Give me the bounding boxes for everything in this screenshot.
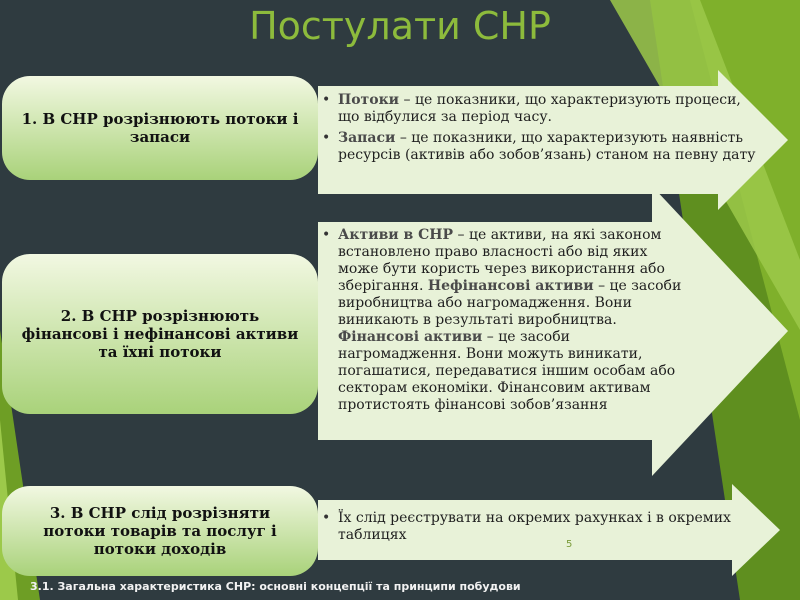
definition-flows: – це показники, що характеризують процеси, що відбулися за період часу. [338,92,741,125]
term-nonfinancial-assets: Нефінансові активи [427,278,594,294]
list-item [318,130,760,164]
row3-heading [2,486,318,576]
footer-caption: 3.1. Загальна характеристика СНР: основні концепції та принципи побудови [30,580,521,593]
row3-content [318,510,758,548]
list-item [318,510,758,544]
row1-heading-text: 1. В СНР розрізнюють потоки і запаси [21,110,299,146]
definition-financial-assets: – це засоби нагромадження. Вони можуть виникати, погашатися, передаватися іншим особам або секторам економіки. Фінансовим активам протистоять фінансові зобов’язання [338,329,676,413]
definition-nonfinancial-assets: – це засоби виробництва або нагромадження. Вони виникають в результаті виробництва. [338,278,682,328]
row2-heading [2,254,318,414]
term-flows: Потоки [338,92,400,108]
row2-content [318,227,684,418]
definition-register: Їх слід реєструвати на окремих рахунках і в окремих таблицях [338,510,731,543]
page-number: 5 [566,539,573,550]
row2-heading-text: 2. В СНР розрізнюють фінансові і нефінансові активи та їхні потоки [21,307,299,361]
definition-stocks: – це показники, що характеризують наявність ресурсів (активів або зобов’язань) станом на певну дату [338,130,756,163]
term-assets: Активи в СНР [338,227,454,243]
page-title: Постулати СНР [249,4,551,48]
list-item [318,227,684,414]
row1-content [318,92,760,168]
row1-heading [2,76,318,180]
row3-heading-text: 3. В СНР слід розрізняти потоки товарів та послуг і потоки доходів [43,504,277,558]
definition-assets: – це активи, на які законом встановлено право власності або від яких може бути користь через використання або зберігання. [338,227,665,294]
list-item [318,92,760,126]
term-financial-assets: Фінансові активи [338,329,483,345]
term-stocks: Запаси [338,130,396,146]
